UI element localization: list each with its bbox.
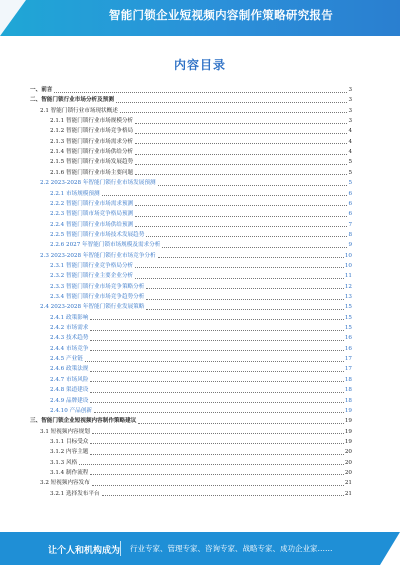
toc-entry-page: 3 xyxy=(348,97,352,104)
toc-leader-dots xyxy=(102,495,344,496)
toc-entry-page: 21 xyxy=(344,480,352,487)
toc-entry[interactable] xyxy=(50,221,352,229)
toc-heading: 内容目录 xyxy=(173,58,226,72)
toc-entry-label: 2.2.1 市场规模预测 xyxy=(50,190,100,197)
footer-tagline: 行业专家、管理专家、咨询专家、战略专家、成功企业家…… xyxy=(130,544,333,553)
toc-entry-page: 9 xyxy=(348,242,352,249)
toc-entry-label: 2.3.1 智能门锁行业竞争格局分析 xyxy=(50,262,134,269)
toc-entry-label: 2.4.4 市场竞争 xyxy=(50,345,89,352)
toc-entry[interactable] xyxy=(50,272,352,280)
toc-entry[interactable] xyxy=(50,293,352,301)
toc-entry[interactable] xyxy=(40,428,352,436)
footer-slogan: 让个人和机构成为 xyxy=(48,546,121,556)
toc-entry-label: 2.1.5 智能门锁行业市场发展趋势 xyxy=(50,159,134,166)
report-title: 智能门锁企业短视频内容制作策略研究报告 xyxy=(108,8,334,22)
toc-entry-label: 2.4.5 产业链 xyxy=(50,356,83,363)
toc-entry-page: 6 xyxy=(348,190,352,197)
toc-entry[interactable] xyxy=(40,252,352,260)
toc-leader-dots xyxy=(85,361,344,362)
toc-entry-page: 18 xyxy=(344,387,352,394)
toc-entry-page: 4 xyxy=(348,138,352,145)
toc-leader-dots xyxy=(146,236,347,237)
toc-entry[interactable] xyxy=(50,190,352,198)
toc-entry-page: 10 xyxy=(344,252,352,259)
toc-leader-dots xyxy=(90,371,343,372)
toc-entry-page: 8 xyxy=(348,231,352,238)
toc-entry-page: 16 xyxy=(344,335,352,342)
toc-leader-dots xyxy=(135,174,347,175)
toc-leader-dots xyxy=(90,319,343,320)
toc-entry-label: 2.4.10 产品创新 xyxy=(50,407,92,414)
toc-leader-dots xyxy=(135,278,344,279)
toc-entry[interactable] xyxy=(50,397,352,405)
toc-entry-page: 18 xyxy=(344,376,352,383)
toc-leader-dots xyxy=(158,257,344,258)
toc-leader-dots xyxy=(92,433,344,434)
toc-entry-label: 二、智能门锁行业市场分析及预测 xyxy=(30,97,114,104)
toc-leader-dots xyxy=(135,226,347,227)
toc-entry-label: 2.1.1 智能门锁行业市场规模分析 xyxy=(50,118,134,125)
toc-entry-page: 15 xyxy=(344,314,352,321)
toc-entry[interactable] xyxy=(50,365,352,373)
toc-entry-page: 20 xyxy=(344,469,352,476)
toc-entry-page: 4 xyxy=(348,128,352,135)
toc-entry[interactable] xyxy=(50,200,352,208)
toc-entry-label: 2.4 2023-2028 年智能门锁行业发展策略 xyxy=(40,304,145,311)
toc-entry-label: 2.2.2 智能门锁行业市场需求预测 xyxy=(50,200,134,207)
toc-entry-page: 10 xyxy=(344,262,352,269)
toc-entry-page: 19 xyxy=(344,438,352,445)
toc-entry[interactable] xyxy=(40,179,352,187)
toc-entry-label: 3.1.3 风格 xyxy=(50,459,78,466)
toc-entry-page: 20 xyxy=(344,459,352,466)
toc-entry[interactable] xyxy=(50,283,352,291)
toc-entry[interactable] xyxy=(40,479,352,487)
toc-entry-page: 17 xyxy=(344,356,352,363)
toc-entry[interactable] xyxy=(30,96,352,104)
toc-leader-dots xyxy=(135,205,347,206)
toc-entry[interactable] xyxy=(50,448,352,456)
toc-entry[interactable] xyxy=(50,241,352,249)
toc-entry-page: 4 xyxy=(348,149,352,156)
toc-entry[interactable] xyxy=(50,210,352,218)
toc-entry-page: 17 xyxy=(344,366,352,373)
toc-entry-label: 2.2.6 2027 年智能门锁市场规模及需求分析 xyxy=(50,242,161,249)
toc-entry-label: 3.1 短视频内容规划 xyxy=(40,428,90,435)
toc-entry-label: 2.2.5 智能门锁行业市场技术发展趋势 xyxy=(50,231,145,238)
toc-entry[interactable] xyxy=(50,127,352,135)
toc-entry-page: 3 xyxy=(348,118,352,125)
toc-entry-label: 2.4.9 品牌建设 xyxy=(50,397,89,404)
toc-leader-dots xyxy=(135,154,347,155)
toc-entry[interactable] xyxy=(50,262,352,270)
toc-leader-dots xyxy=(90,402,343,403)
toc-entry[interactable] xyxy=(50,334,352,342)
header-bar xyxy=(0,0,400,36)
toc-entry-page: 11 xyxy=(344,273,352,280)
toc-entry-page: 19 xyxy=(344,418,352,425)
toc-entry-label: 3.1.4 制作流程 xyxy=(50,469,89,476)
toc-entry-page: 3 xyxy=(348,87,352,93)
toc-entry[interactable] xyxy=(50,386,352,394)
toc-leader-dots xyxy=(135,267,344,268)
toc-entry-page: 5 xyxy=(348,169,352,176)
toc-entry-label: 2.3.2 智能门锁行业主要企业分析 xyxy=(50,273,134,280)
toc-entry-page: 3 xyxy=(348,107,352,114)
toc-entry-label: 2.1.4 智能门锁行业市场供给分析 xyxy=(50,149,134,156)
toc-entry[interactable] xyxy=(50,169,352,177)
toc-leader-dots xyxy=(146,299,344,300)
toc-leader-dots xyxy=(94,412,344,413)
toc-entry-label: 2.1 智能门锁行业市场现状概述 xyxy=(40,107,118,114)
toc-entry-label: 2.4.2 市场需求 xyxy=(50,325,89,332)
toc-entry[interactable] xyxy=(50,376,352,384)
toc-entry-label: 三、智能门锁企业短视频内容制作策略建议 xyxy=(30,418,137,425)
footer-corner-decoration xyxy=(380,532,400,565)
toc-leader-dots xyxy=(120,112,348,113)
toc-leader-dots xyxy=(90,454,343,455)
toc-leader-dots xyxy=(79,464,344,465)
toc-entry[interactable] xyxy=(50,345,352,353)
toc-entry-page: 16 xyxy=(344,345,352,352)
toc-entry[interactable] xyxy=(30,417,352,425)
toc-entry[interactable] xyxy=(50,407,352,415)
toc-leader-dots xyxy=(54,92,347,93)
toc-entry[interactable] xyxy=(50,231,352,239)
toc-entry-page: 6 xyxy=(348,211,352,218)
toc-entry[interactable] xyxy=(50,355,352,363)
toc-entry-page: 21 xyxy=(344,490,352,497)
toc-leader-dots xyxy=(102,195,348,196)
toc-entry[interactable] xyxy=(30,86,352,94)
toc-leader-dots xyxy=(92,485,344,486)
toc-entry[interactable] xyxy=(50,314,352,322)
toc-leader-dots xyxy=(146,288,344,289)
toc-leader-dots xyxy=(90,340,343,341)
table-of-contents xyxy=(30,86,352,516)
toc-entry-label: 2.2 2023-2028 年智能门锁行业市场发展预测 xyxy=(40,180,156,187)
toc-entry-page: 15 xyxy=(344,304,352,311)
toc-entry-page: 5 xyxy=(348,159,352,166)
toc-entry[interactable] xyxy=(50,117,352,125)
toc-leader-dots xyxy=(90,350,343,351)
toc-entry-label: 一、前言 xyxy=(30,87,53,93)
toc-entry-page: 5 xyxy=(348,180,352,187)
toc-leader-dots xyxy=(138,423,344,424)
toc-leader-dots xyxy=(146,309,344,310)
header-corner-decoration xyxy=(0,0,26,36)
toc-entry-label: 2.4.6 政策法规 xyxy=(50,366,89,373)
toc-leader-dots xyxy=(90,392,343,393)
toc-entry-label: 2.1.6 智能门锁行业市场主要问题 xyxy=(50,169,134,176)
toc-entry[interactable] xyxy=(40,303,352,311)
toc-leader-dots xyxy=(135,143,347,144)
toc-entry[interactable] xyxy=(50,469,352,477)
toc-entry[interactable] xyxy=(50,148,352,156)
toc-entry-label: 3.2.1 选择发布平台 xyxy=(50,490,100,497)
toc-entry[interactable] xyxy=(50,158,352,166)
toc-leader-dots xyxy=(90,330,343,331)
toc-entry[interactable] xyxy=(50,459,352,467)
toc-entry-label: 2.4.1 政策影响 xyxy=(50,314,89,321)
toc-leader-dots xyxy=(90,381,343,382)
toc-entry-page: 20 xyxy=(344,449,352,456)
toc-entry-page: 19 xyxy=(344,428,352,435)
toc-entry[interactable] xyxy=(50,438,352,446)
toc-entry-label: 2.3.4 智能门锁行业市场竞争趋势分析 xyxy=(50,294,145,300)
toc-leader-dots xyxy=(90,443,343,444)
toc-entry-label: 2.4.7 市场风险 xyxy=(50,376,89,383)
toc-entry-page: 12 xyxy=(344,283,352,290)
toc-entry[interactable] xyxy=(50,324,352,332)
footer-bar xyxy=(0,532,400,565)
toc-entry-label: 2.1.3 智能门锁行业市场需求分析 xyxy=(50,138,134,145)
toc-entry-page: 13 xyxy=(344,294,352,300)
toc-leader-dots xyxy=(135,164,347,165)
toc-leader-dots xyxy=(135,133,347,134)
toc-entry-page: 15 xyxy=(344,325,352,332)
toc-entry-label: 2.2.3 智能门锁市场竞争格局预测 xyxy=(50,211,134,218)
toc-entry-label: 3.1.2 内容主题 xyxy=(50,449,89,456)
toc-entry[interactable] xyxy=(40,107,352,115)
toc-leader-dots xyxy=(158,185,348,186)
toc-leader-dots xyxy=(162,247,347,248)
toc-entry-page: 18 xyxy=(344,397,352,404)
toc-entry-label: 2.1.2 智能门锁行业市场竞争格局 xyxy=(50,128,134,135)
toc-entry-label: 2.4.3 技术趋势 xyxy=(50,335,89,342)
toc-leader-dots xyxy=(116,102,348,103)
toc-entry-page: 6 xyxy=(348,200,352,207)
toc-entry-label: 2.3 2023-2028 年智能门锁行业市场竞争分析 xyxy=(40,252,156,259)
toc-entry-page: 19 xyxy=(344,407,352,414)
toc-leader-dots xyxy=(135,216,347,217)
toc-leader-dots xyxy=(90,474,343,475)
footer-divider xyxy=(120,541,121,556)
toc-entry[interactable] xyxy=(50,490,352,498)
toc-entry-label: 3.2 短视频内容发布 xyxy=(40,480,90,487)
toc-entry-label: 3.1.1 目标受众 xyxy=(50,438,89,445)
toc-leader-dots xyxy=(135,123,347,124)
toc-entry-label: 2.4.8 渠道建设 xyxy=(50,387,89,394)
toc-entry-page: 7 xyxy=(348,221,352,228)
toc-entry-label: 2.2.4 智能门锁行业市场供给预测 xyxy=(50,221,134,228)
toc-entry-label: 2.3.3 智能门锁行业市场竞争策略分析 xyxy=(50,283,145,290)
toc-entry[interactable] xyxy=(50,138,352,146)
